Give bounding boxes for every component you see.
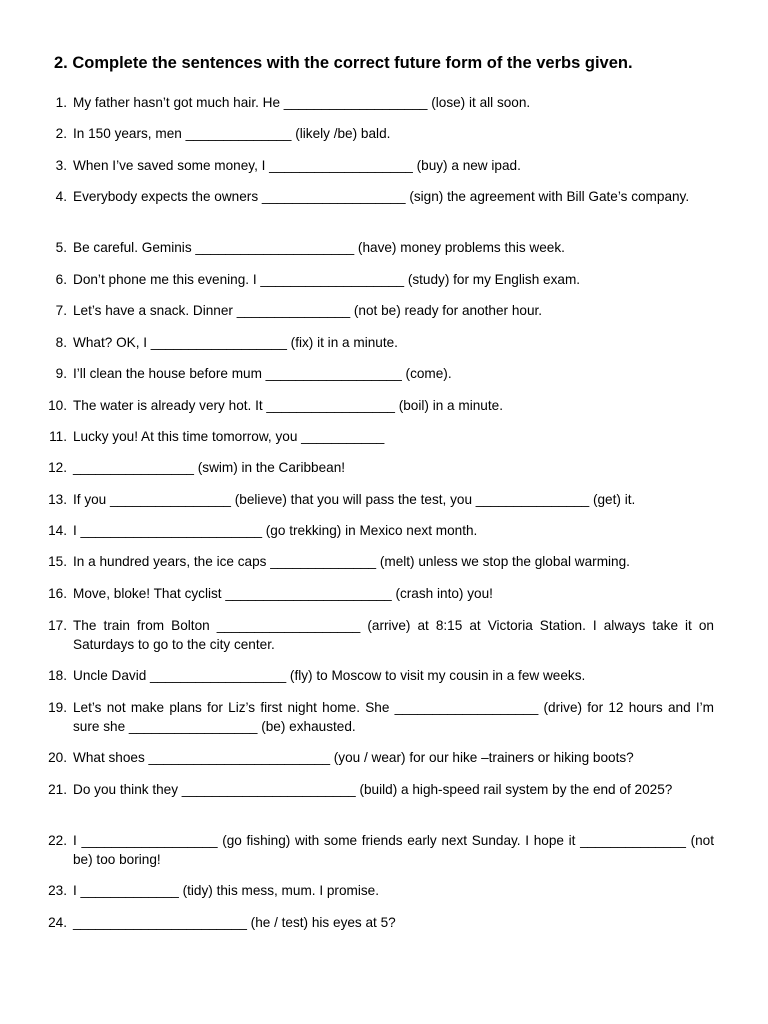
item-number: 3. xyxy=(55,158,67,173)
item-sentence: Let’s not make plans for Liz’s first night home. She ___________________ (drive) for 12 hours and I’m sure she _________________ (be) exhausted. xyxy=(73,700,714,734)
item-sentence: Be careful. Geminis _____________________ (have) money problems this week. xyxy=(73,240,565,255)
item-number: 4. xyxy=(55,189,67,204)
item-number: 11. xyxy=(49,429,67,444)
item-sentence: In a hundred years, the ice caps ______________ (melt) unless we stop the global warming. xyxy=(73,554,630,569)
item-number: 7. xyxy=(55,303,67,318)
item-number: 22. xyxy=(48,833,67,848)
item-number: 19. xyxy=(48,700,67,715)
item-sentence: What? OK, I __________________ (fix) it in a minute. xyxy=(73,335,398,350)
item-sentence: The water is already very hot. It _________________ (boil) in a minute. xyxy=(73,398,503,413)
item-number: 18. xyxy=(48,668,67,683)
item-number: 9. xyxy=(55,366,67,381)
item-number: 21. xyxy=(48,782,67,797)
item-number: 12. xyxy=(48,460,67,475)
item-sentence: ________________ (swim) in the Caribbean! xyxy=(73,460,346,475)
item-sentence: When I’ve saved some money, I ___________________ (buy) a new ipad. xyxy=(73,158,521,173)
item-number: 16. xyxy=(48,586,67,601)
item-sentence: _______________________ (he / test) his eyes at 5? xyxy=(73,915,396,930)
item-number: 17. xyxy=(48,618,67,633)
item-number: 6. xyxy=(55,272,67,287)
item-number: 23. xyxy=(48,883,67,898)
item-sentence: My father hasn’t got much hair. He ___________________ (lose) it all soon. xyxy=(73,95,531,110)
item-number: 2. xyxy=(55,126,67,141)
item-number: 24. xyxy=(48,915,67,930)
item-sentence: Lucky you! At this time tomorrow, you ___________ xyxy=(73,429,385,444)
item-sentence: I’ll clean the house before mum __________________ (come). xyxy=(73,366,452,381)
item-sentence: Everybody expects the owners ___________________ (sign) the agreement with Bill Gate’s company. xyxy=(73,189,690,204)
item-sentence: The train from Bolton ___________________ (arrive) at 8:15 at Victoria Station. I always take it on Saturdays to go to the city center. xyxy=(73,618,714,652)
item-sentence: I ________________________ (go trekking) in Mexico next month. xyxy=(73,523,478,538)
item-sentence: Don’t phone me this evening. I ___________________ (study) for my English exam. xyxy=(73,272,581,287)
item-number: 8. xyxy=(55,335,67,350)
exercise-title: 2. Complete the sentences with the correct future form of the verbs given. xyxy=(54,54,633,72)
item-sentence: What shoes ________________________ (you / wear) for our hike –trainers or hiking boots? xyxy=(73,750,634,765)
item-sentence: Do you think they _______________________ (build) a high-speed rail system by the end of 2025? xyxy=(73,782,673,797)
item-number: 15. xyxy=(48,554,67,569)
item-number: 14. xyxy=(48,523,67,538)
item-sentence: I __________________ (go fishing) with some friends early next Sunday. I hope it ______________ (not be) too boring! xyxy=(73,833,714,867)
item-sentence: In 150 years, men ______________ (likely /be) bald. xyxy=(73,126,391,141)
item-number: 5. xyxy=(55,240,67,255)
item-number: 13. xyxy=(48,492,67,507)
item-number: 1. xyxy=(55,95,67,110)
item-sentence: If you ________________ (believe) that you will pass the test, you _______________ (get) it. xyxy=(73,492,636,507)
item-sentence: I _____________ (tidy) this mess, mum. I promise. xyxy=(73,883,379,898)
item-sentence: Let’s have a snack. Dinner _______________ (not be) ready for another hour. xyxy=(73,303,543,318)
item-number: 10. xyxy=(48,398,67,413)
item-sentence: Move, bloke! That cyclist ______________________ (crash into) you! xyxy=(73,586,493,601)
item-number: 20. xyxy=(48,750,67,765)
item-sentence: Uncle David __________________ (fly) to Moscow to visit my cousin in a few weeks. xyxy=(73,668,586,683)
